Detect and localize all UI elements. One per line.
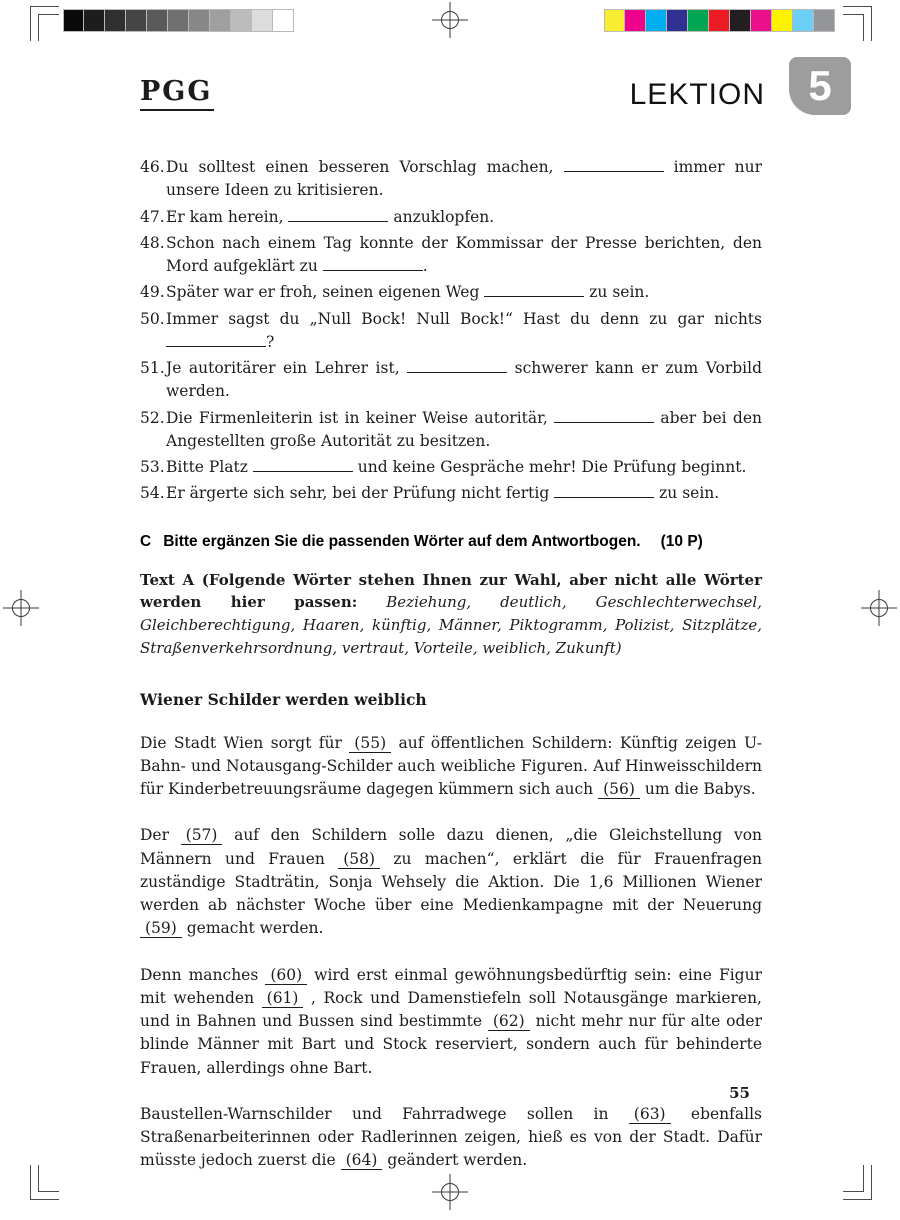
gap-58: (58) — [338, 850, 380, 869]
answer-blank — [323, 257, 423, 271]
exercise-item — [140, 456, 762, 479]
exercise-number: 54. — [140, 484, 165, 503]
registration-mark-left — [3, 590, 39, 626]
article-title: Wiener Schilder werden weiblich — [140, 689, 427, 709]
article-paragraph: Die Stadt Wien sorgt für (55) auf öffentlichen Schildern: Künftig zeigen U-Bahn- und Notausgang-Schilder auch weibliche Figuren. Auf Hinweisschildern für Kinderbetreuungsräume dagegen kümmern sich auch (56) um die Babys. — [140, 733, 762, 799]
calibration-swatch — [273, 9, 294, 32]
exercise-text: Immer sagst du „Null Bock! Null Bock!“ Hast du denn zu gar nichts ? — [166, 309, 762, 351]
answer-blank — [484, 283, 584, 297]
color-calibration-strip — [604, 9, 835, 32]
gap-56: (56) — [598, 780, 640, 799]
exercise-text: Die Firmenleiterin ist in keiner Weise autoritär, aber bei den Angestellten große Autorität zu besitzen. — [166, 408, 762, 450]
exercise-text: Je autoritärer ein Lehrer ist, schwerer kann er zum Vorbild werden. — [166, 359, 762, 401]
exercise-item — [140, 232, 762, 279]
calibration-swatch — [84, 9, 105, 32]
section-c-points: (10 P) — [660, 532, 703, 550]
exercise-item — [140, 357, 762, 404]
exercise-number: 51. — [140, 359, 165, 377]
publisher-logo: PGG — [140, 76, 214, 111]
gap-64: (64) — [341, 1151, 383, 1170]
calibration-swatch — [252, 9, 273, 32]
calibration-swatch — [730, 9, 751, 32]
calibration-swatch — [147, 9, 168, 32]
crop-mark-bottom-left — [30, 1164, 60, 1200]
exercise-text: Bitte Platz und keine Gespräche mehr! Die Prüfung beginnt. — [166, 458, 747, 476]
lesson-number-badge — [789, 57, 851, 115]
answer-blank — [407, 359, 507, 373]
answer-blank — [288, 207, 388, 221]
article-paragraph: Denn manches (60) wird erst einmal gewöhnungsbedürftig sein: eine Figur mit wehenden (61) , Rock und Damenstiefeln soll Notausgänge markieren, und in Bahnen und Bussen sind bestimmte (62) nicht mehr nur für alte oder blinde Männer mit Bart und Stock reserviert, sondern auch für behinderte Frauen, allerdings ohne Bart. — [140, 965, 762, 1077]
calibration-swatch — [667, 9, 688, 32]
exercise-number: 52. — [140, 408, 165, 427]
calibration-swatch — [646, 9, 667, 32]
answer-blank — [554, 408, 654, 422]
exercise-number: 46. — [140, 158, 165, 176]
calibration-swatch — [772, 9, 793, 32]
exercise-number: 53. — [140, 458, 165, 476]
exercise-text: Schon nach einem Tag konnte der Kommissar der Presse berichten, den Mord aufgeklärt zu . — [166, 233, 762, 275]
article-paragraphs — [140, 732, 762, 1173]
gap-57: (57) — [181, 826, 223, 845]
calibration-swatch — [604, 9, 625, 32]
gap-62: (62) — [488, 1012, 530, 1031]
page-content — [140, 156, 762, 1173]
calibration-swatch — [231, 9, 252, 32]
exercise-number: 47. — [140, 207, 165, 226]
exercise-text: Er kam herein, anzuklopfen. — [166, 207, 495, 226]
registration-mark-right — [861, 590, 897, 626]
registration-mark-bottom — [432, 1174, 468, 1210]
gap-61: (61) — [262, 989, 304, 1008]
crop-mark-bottom-right — [842, 1164, 872, 1200]
text-a-intro: Text A (Folgende Wörter stehen Ihnen zur Wahl, aber nicht alle Wörter werden hier passen: — [140, 570, 762, 612]
answer-blank — [554, 484, 654, 498]
answer-blank — [564, 158, 664, 172]
exercise-text: Er ärgerte sich sehr, bei der Prüfung nicht fertig zu sein. — [166, 484, 720, 503]
calibration-swatch — [63, 9, 84, 32]
calibration-swatch — [189, 9, 210, 32]
lesson-number: 5 — [808, 62, 832, 109]
calibration-swatch — [751, 9, 772, 32]
gap-55: (55) — [349, 734, 391, 753]
answer-blank — [253, 458, 353, 472]
calibration-swatch — [709, 9, 730, 32]
exercise-text: Später war er froh, seinen eigenen Weg zu sein. — [166, 283, 650, 302]
calibration-swatch — [105, 9, 126, 32]
text-a-word-list: Beziehung, deutlich, Geschlechterwechsel, Gleichberechtigung, Haaren, künftig, Männer, Piktogramm, Polizist, Sitzplätze, Straßenverkehrsordnung, vertraut, Vorteile, weiblich, Zukunft) — [140, 593, 762, 657]
exercise-number: 49. — [140, 283, 165, 302]
calibration-swatch — [625, 9, 646, 32]
registration-mark-top — [432, 2, 468, 38]
crop-mark-top-right — [842, 6, 872, 42]
page-number: 55 — [729, 1084, 750, 1102]
grayscale-calibration-strip — [63, 9, 294, 32]
exercise-item — [140, 407, 762, 454]
exercise-item — [140, 156, 762, 203]
exercise-item — [140, 308, 762, 355]
lesson-label: LEKTION — [629, 78, 765, 111]
article-paragraph: Der (57) auf den Schildern solle dazu dienen, „die Gleichstellung von Männern und Frauen (58) zu machen“, erklärt die für Frauenfragen zuständige Stadträtin, Sonja Wehsely die Aktion. Die 1,6 Millionen Wiener werden ab nächster Woche über eine Medienkampagne mit der Neuerung (59) gemacht werden. — [140, 826, 763, 938]
gap-63: (63) — [629, 1105, 671, 1124]
text-a-word-bank — [140, 569, 762, 660]
exercise-item — [140, 206, 762, 229]
calibration-swatch — [210, 9, 231, 32]
answer-blank — [166, 333, 266, 347]
section-c-label: C — [140, 532, 152, 550]
calibration-swatch — [688, 9, 709, 32]
gap-59: (59) — [140, 919, 182, 938]
article-paragraph: Baustellen-Warnschilder und Fahrradwege sollen in (63) ebenfalls Straßenarbeiterinnen oder Radlerinnen zeigen, hieß es von der Stadt. Dafür müsste jedoch zuerst die (64) geändert werden. — [140, 1104, 762, 1170]
calibration-swatch — [814, 9, 835, 32]
crop-mark-top-left — [30, 6, 60, 42]
exercise-number: 48. — [140, 233, 165, 252]
exercise-list — [140, 156, 762, 506]
calibration-swatch — [168, 9, 189, 32]
exercise-item — [140, 482, 762, 505]
exercise-text: Du solltest einen besseren Vorschlag machen, immer nur unsere Ideen zu kritisieren. — [166, 158, 762, 200]
exercise-item — [140, 281, 762, 304]
gap-60: (60) — [265, 966, 307, 985]
exercise-number: 50. — [140, 309, 165, 328]
section-c-text: Bitte ergänzen Sie die passenden Wörter auf dem Antwortbogen. — [163, 532, 641, 550]
calibration-swatch — [126, 9, 147, 32]
section-c-heading — [140, 533, 762, 551]
calibration-swatch — [793, 9, 814, 32]
